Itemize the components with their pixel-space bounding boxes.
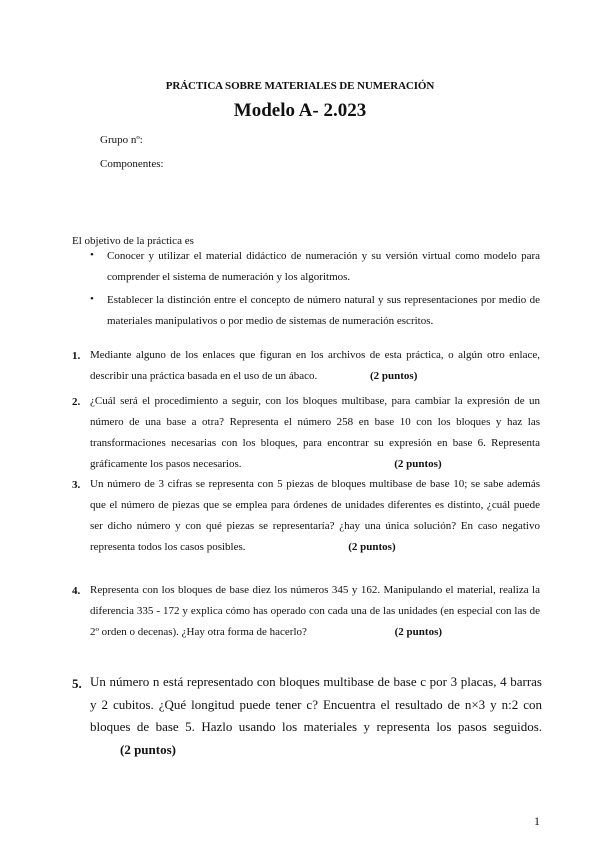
question-points: (2 puntos): [394, 626, 443, 638]
practice-heading: PRÁCTICA SOBRE MATERIALES DE NUMERACIÓN: [165, 80, 435, 92]
question-number: 4.: [72, 585, 81, 597]
question-1: [90, 345, 540, 387]
question-number: 3.: [72, 479, 81, 491]
bullet-dot: •: [90, 249, 94, 261]
question-points: (2 puntos): [348, 541, 396, 553]
components-label: Componentes:: [100, 158, 164, 170]
objective-bullet-1: Conocer y utilizar el material didáctico de numeración y su versión virtual como modelo para comprender el sistema de numeración y los algoritmos.: [107, 250, 540, 283]
question-number: 2.: [72, 396, 81, 408]
page-number: 1: [534, 814, 540, 828]
group-label: Grupo nº:: [100, 134, 143, 146]
question-text: Representa con los bloques de base diez los números 345 y 162. Manipulando el material, realiza la diferencia 335 - 172 y explica cómo has operado con cada una de las unidades (en especial con las de 2º orden o decenas). ¿Hay otra forma de hacerlo?: [90, 584, 540, 638]
question-text: Mediante alguno de los enlaces que figuran en los archivos de esta práctica, o algún otro enlace, describir una práctica basada en el uso de un ábaco.: [90, 349, 540, 382]
question-number: 5.: [72, 676, 82, 691]
question-text: Un número n está representado con bloques multibase de base c por 3 placas, 4 barras y 2 cubitos. ¿Qué longitud puede tener c? Encuentra el resultado de n×3 y n:2 con bloques de base 5. Hazlo usando los materiales y representa los pasos seguidos.: [90, 674, 542, 734]
question-points: (2 puntos): [394, 458, 442, 470]
question-text: Un número de 3 cifras se representa con 5 piezas de bloques multibase de base 10; se sabe además que el número de piezas que se emplea para órdenes de unidades diferentes es distinto, ¿cuál puede ser dicho número y con qué piezas se representaría? ¿hay una única solución? En caso negativo representa todos los casos posibles.: [90, 478, 540, 553]
objective-intro: El objetivo de la práctica es: [72, 235, 194, 247]
question-2: [90, 391, 540, 475]
bullet-dot: •: [90, 293, 94, 305]
question-5: [90, 671, 542, 761]
question-points: (2 puntos): [369, 370, 418, 382]
question-text: ¿Cuál será el procedimiento a seguir, con los bloques multibase, para cambiar la expresión de un número de una base a otra? Representa el número 258 en base 10 con los bloques y haz las transformaciones necesarias con los bloques, para encontrar su expresión en base 6. Representa gráficamente los pasos necesarios.: [90, 395, 540, 470]
objective-bullet-2: Establecer la distinción entre el concepto de número natural y sus representaciones por medio de materiales manipulativos o por medio de sistemas de numeración escritos.: [107, 294, 540, 327]
question-4: [90, 580, 540, 643]
question-3: [90, 474, 540, 558]
model-title: Modelo A- 2.023: [233, 100, 367, 121]
question-number: 1.: [72, 350, 81, 362]
question-points: (2 puntos): [120, 741, 176, 757]
